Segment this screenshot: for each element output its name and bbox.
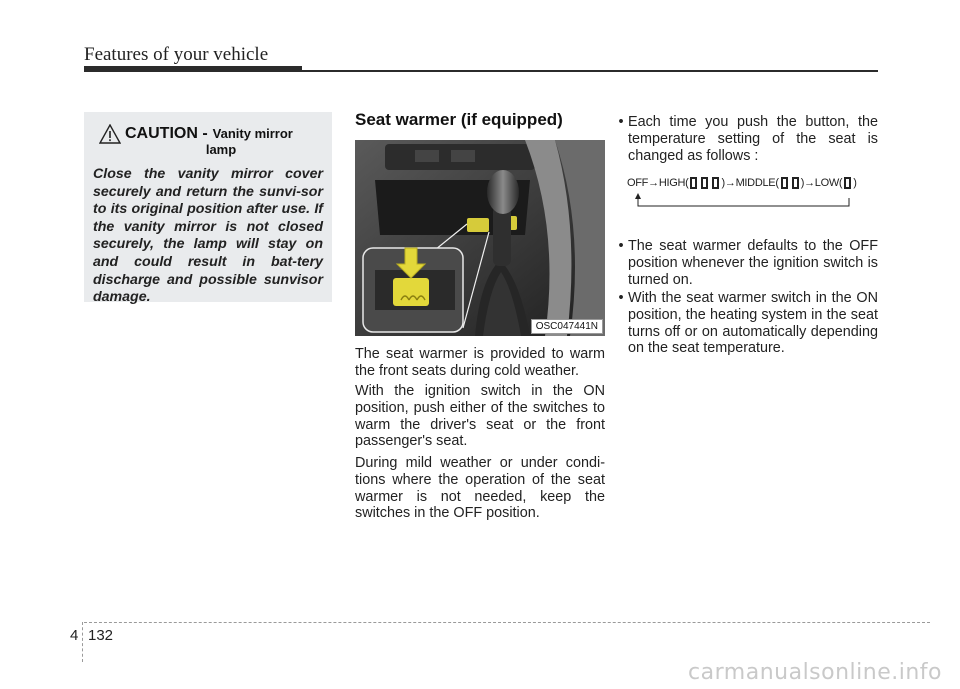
seq-arrow: → xyxy=(804,177,815,189)
sequence-row xyxy=(627,177,887,189)
bullet-text: With the seat warmer switch in the ON position, the heating system in the seat turns off or on automatically depending on the seat temperature. xyxy=(628,290,878,357)
seq-close-1: ) xyxy=(721,177,725,189)
footer-divider xyxy=(82,622,83,662)
paragraph-2: With the ignition switch in the ON position, push either of the switches to warm the driver's seat or the front passenger's seat. xyxy=(355,383,605,450)
seat-heater-icon xyxy=(780,177,789,189)
footer-rule xyxy=(84,622,930,623)
bullet-text: The seat warmer defaults to the OFF position whenever the ignition switch is turned on. xyxy=(628,238,878,288)
paragraph-3: During mild weather or under condi-tions where the operation of the seat warmer is not needed, keep the switches in the OFF position. xyxy=(355,455,605,522)
page-header-title: Features of your vehicle xyxy=(84,44,269,65)
caution-title: CAUTION - xyxy=(125,125,208,142)
seq-high: HIGH( xyxy=(658,177,689,189)
seq-low: LOW( xyxy=(814,177,843,189)
caution-body: Close the vanity mirror cover securely and return the sunvi-sor to its original position after use. If the vanity mirror is not closed securely, the lamp will stay on and could result in bat-tery discharge and possible sunvisor damage. xyxy=(93,166,323,306)
paragraph-1: The seat warmer is provided to warm the front seats during cold weather. xyxy=(355,346,605,379)
console-illustration xyxy=(355,140,605,336)
page-number: 132 xyxy=(88,627,114,644)
caution-triangle-icon xyxy=(99,124,121,144)
temperature-sequence xyxy=(627,177,887,217)
seq-off: OFF xyxy=(627,177,649,189)
header-rule-thin xyxy=(302,70,878,72)
cycle-return-arrow xyxy=(627,193,877,209)
bullet-item xyxy=(614,114,878,164)
seq-close-3: ) xyxy=(853,177,857,189)
seq-middle: MIDDLE( xyxy=(735,177,779,189)
bullet-item xyxy=(614,238,878,288)
bullet-dot: • xyxy=(618,238,624,254)
seq-arrow: → xyxy=(648,177,659,189)
bullet-dot: • xyxy=(618,290,624,306)
caution-subtitle-line2: lamp xyxy=(205,142,237,157)
seq-arrow: → xyxy=(724,177,736,189)
seat-warmer-photo xyxy=(355,140,605,336)
seat-heater-icon xyxy=(700,177,709,189)
seat-heater-icon xyxy=(711,177,720,189)
photo-caption: OSC047441N xyxy=(531,319,603,334)
seq-close-2: ) xyxy=(800,177,805,189)
seat-heater-icon xyxy=(843,177,852,189)
caution-header xyxy=(93,124,323,144)
watermark: carmanualsonline.info xyxy=(688,660,942,685)
bullet-text: Each time you push the button, the temperature setting of the seat is changed as follows : xyxy=(628,114,878,164)
seat-heater-icon xyxy=(791,177,800,189)
caution-subtitle: Vanity mirror xyxy=(212,126,293,141)
caution-box xyxy=(84,112,332,306)
seat-heater-icon xyxy=(689,177,698,189)
chapter-number: 4 xyxy=(70,627,79,644)
bullet-dot: • xyxy=(618,114,624,130)
section-title: Seat warmer (if equipped) xyxy=(355,110,563,129)
header-rule-thick xyxy=(84,66,302,72)
bullet-item xyxy=(614,290,878,357)
